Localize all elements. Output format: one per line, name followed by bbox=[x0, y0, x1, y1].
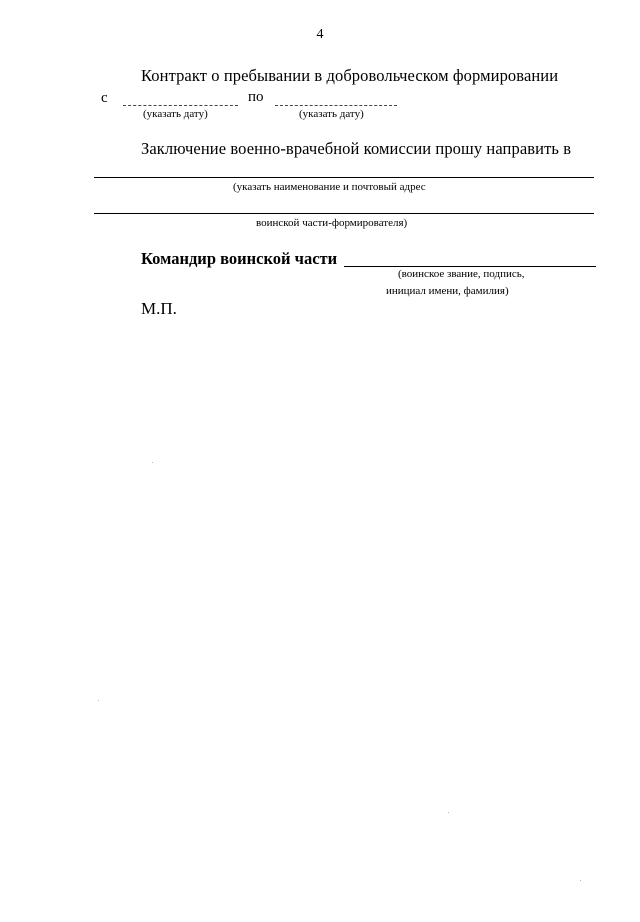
to-word: по bbox=[248, 89, 264, 105]
scan-speck bbox=[98, 700, 99, 701]
stamp-label: М.П. bbox=[141, 299, 177, 318]
signature-hint-1: (воинское звание, подпись, bbox=[398, 268, 525, 280]
scan-speck bbox=[152, 462, 153, 463]
from-date-hint: (указать дату) bbox=[143, 108, 208, 120]
commander-label: Командир воинской части bbox=[141, 249, 338, 268]
medical-commission-sentence: Заключение военно-врачебной комиссии прошу направить в bbox=[141, 139, 572, 158]
to-date-line bbox=[275, 105, 397, 106]
from-word: с bbox=[101, 90, 108, 106]
from-date-line bbox=[123, 105, 238, 106]
to-date-hint: (указать дату) bbox=[299, 108, 364, 120]
address-hint-2: воинской части-формирователя) bbox=[256, 217, 408, 229]
scan-speck bbox=[580, 880, 581, 881]
address-line-2 bbox=[94, 213, 594, 214]
address-line-1 bbox=[94, 177, 594, 178]
signature-hint-2: инициал имени, фамилия) bbox=[386, 285, 509, 297]
scan-speck bbox=[448, 812, 449, 813]
page-number: 4 bbox=[316, 27, 324, 42]
signature-line bbox=[344, 266, 596, 267]
contract-title: Контракт о пребывании в добровольческом формировании bbox=[141, 66, 559, 85]
address-hint-1: (указать наименование и почтовый адрес bbox=[233, 181, 426, 193]
